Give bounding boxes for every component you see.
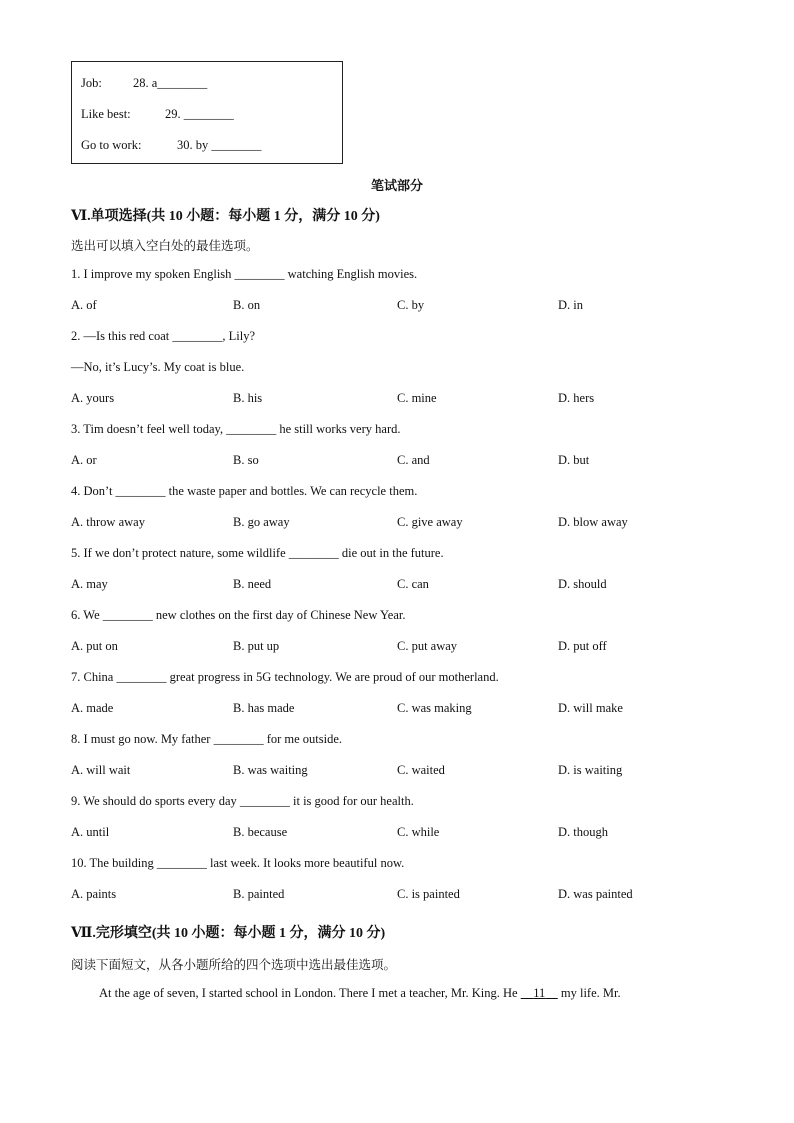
question-2-text: 2. —Is this red coat ________, Lily? — [71, 329, 255, 343]
question-4-option-a[interactable]: A. throw away — [71, 515, 145, 529]
info-row-go-to-work — [81, 138, 262, 153]
section-6-instruction: 选出可以填入空白处的最佳选项。 — [71, 239, 259, 253]
question-5-option-a[interactable]: A. may — [71, 577, 108, 591]
passage-start: At the age of seven, I started school in London. There I met a teacher, Mr. King. He — [99, 986, 518, 1000]
question-6-text: 6. We ________ new clothes on the first day of Chinese New Year. — [71, 608, 406, 622]
question-8-option-c[interactable]: C. waited — [397, 763, 445, 777]
question-6-option-b[interactable]: B. put up — [233, 639, 280, 653]
section-7-heading: Ⅶ.完形填空(共 10 小题：每小题 1 分，满分 10 分) — [71, 926, 386, 941]
question-1-option-b[interactable]: B. on — [233, 298, 261, 312]
question-5-option-d[interactable]: D. should — [558, 577, 607, 591]
info-label: Job: — [81, 76, 102, 90]
question-7-option-d[interactable]: D. will make — [558, 701, 623, 715]
blank-number: 11 — [533, 986, 546, 1000]
question-2-option-c[interactable]: C. mine — [397, 391, 437, 405]
question-3-option-d[interactable]: D. but — [558, 453, 590, 467]
question-2-option-b[interactable]: B. his — [233, 391, 263, 405]
question-1-option-c[interactable]: C. by — [397, 298, 425, 312]
question-10-text: 10. The building ________ last week. It looks more beautiful now. — [71, 856, 405, 870]
question-4-option-c[interactable]: C. give away — [397, 515, 463, 529]
info-label: Like best: — [81, 107, 131, 121]
written-part-title: 笔试部分 — [370, 178, 423, 193]
passage-end: my life. Mr. — [560, 986, 621, 1000]
question-10-option-a[interactable]: A. paints — [71, 887, 117, 901]
blank-11 — [521, 986, 558, 1000]
question-4-text: 4. Don’t ________ the waste paper and bottles. We can recycle them. — [71, 484, 418, 498]
question-8-option-d[interactable]: D. is waiting — [558, 763, 623, 777]
question-10-option-b[interactable]: B. painted — [233, 887, 285, 901]
question-10-option-d[interactable]: D. was painted — [558, 887, 633, 901]
question-7-option-a[interactable]: A. made — [71, 701, 114, 715]
question-7-option-b[interactable]: B. has made — [233, 701, 295, 715]
info-row-job — [81, 76, 208, 91]
info-row-like-best — [81, 107, 234, 122]
question-3-option-c[interactable]: C. and — [397, 453, 430, 467]
question-6-option-c[interactable]: C. put away — [397, 639, 458, 653]
question-9-option-a[interactable]: A. until — [71, 825, 110, 839]
question-9-text: 9. We should do sports every day ________ it is good for our health. — [71, 794, 414, 808]
info-box — [71, 61, 343, 164]
question-9-option-d[interactable]: D. though — [558, 825, 608, 839]
info-label: Go to work: — [81, 138, 142, 152]
question-2-text: —No, it’s Lucy’s. My coat is blue. — [71, 360, 245, 374]
question-9-option-b[interactable]: B. because — [233, 825, 288, 839]
question-6-option-d[interactable]: D. put off — [558, 639, 607, 653]
question-2-option-d[interactable]: D. hers — [558, 391, 595, 405]
question-1-option-a[interactable]: A. of — [71, 298, 97, 312]
info-value: 29. ________ — [165, 107, 234, 121]
question-2-option-a[interactable]: A. yours — [71, 391, 115, 405]
question-7-option-c[interactable]: C. was making — [397, 701, 472, 715]
question-5-option-b[interactable]: B. need — [233, 577, 272, 591]
section-7-instruction: 阅读下面短文，从各小题所给的四个选项中选出最佳选项。 — [71, 958, 397, 972]
section-6-heading: Ⅵ.单项选择(共 10 小题：每小题 1 分，满分 10 分) — [71, 209, 380, 224]
question-8-option-a[interactable]: A. will wait — [71, 763, 131, 777]
question-3-text: 3. Tim doesn’t feel well today, ________ he still works very hard. — [71, 422, 401, 436]
info-value: 30. by ________ — [177, 138, 262, 152]
question-1-text: 1. I improve my spoken English ________ watching English movies. — [71, 267, 418, 281]
question-10-option-c[interactable]: C. is painted — [397, 887, 460, 901]
info-value: 28. a________ — [133, 76, 208, 90]
question-8-text: 8. I must go now. My father ________ for me outside. — [71, 732, 343, 746]
question-4-option-d[interactable]: D. blow away — [558, 515, 628, 529]
question-3-option-b[interactable]: B. so — [233, 453, 259, 467]
question-3-option-a[interactable]: A. or — [71, 453, 97, 467]
question-1-option-d[interactable]: D. in — [558, 298, 583, 312]
question-6-option-a[interactable]: A. put on — [71, 639, 118, 653]
question-4-option-b[interactable]: B. go away — [233, 515, 290, 529]
question-5-option-c[interactable]: C. can — [397, 577, 429, 591]
question-7-text: 7. China ________ great progress in 5G technology. We are proud of our motherland. — [71, 670, 499, 684]
question-8-option-b[interactable]: B. was waiting — [233, 763, 308, 777]
question-5-text: 5. If we don’t protect nature, some wildlife ________ die out in the future. — [71, 546, 444, 560]
question-9-option-c[interactable]: C. while — [397, 825, 440, 839]
passage-first-line — [99, 986, 621, 1001]
